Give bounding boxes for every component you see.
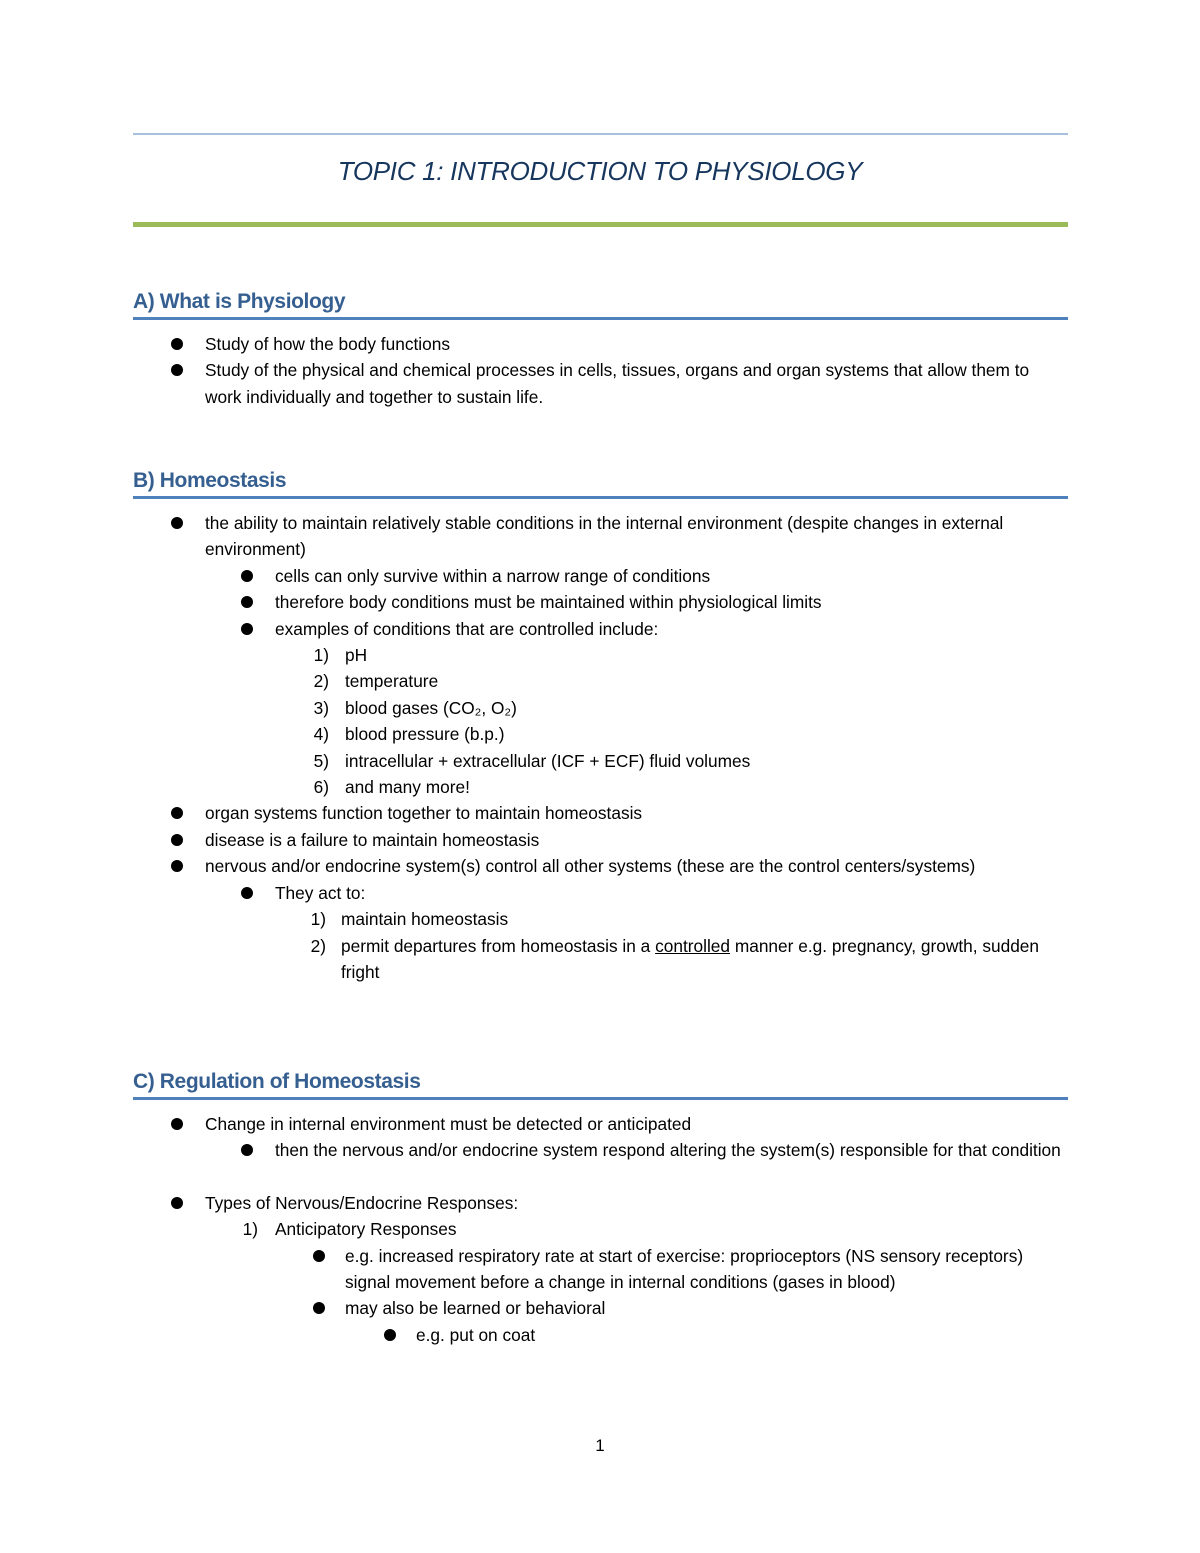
- list-item: then the nervous and/or endocrine system respond altering the system(s) responsible for that condition: [133, 1137, 1068, 1163]
- numbered-item: 1) Anticipatory Responses: [242, 1219, 457, 1240]
- bullet-icon: [171, 807, 183, 819]
- bullet-icon: [171, 364, 183, 376]
- section-b-heading: B) Homeostasis: [133, 468, 1068, 499]
- numbered-item: 6) and many more!: [313, 777, 470, 798]
- numbered-item: 2) permit departures from homeostasis in a controlled manner e.g. pregnancy, growth, sudden fright: [310, 935, 1040, 982]
- bullet-icon: [241, 887, 253, 899]
- title-underline: [133, 222, 1068, 227]
- numbered-item: 1) maintain homeostasis: [310, 909, 509, 930]
- list-item: disease is a failure to maintain homeostasis: [133, 827, 1068, 853]
- list-item: Study of how the body functions: [133, 331, 1068, 357]
- section-c-heading: C) Regulation of Homeostasis: [133, 1069, 1068, 1100]
- bullet-icon: [313, 1302, 325, 1314]
- list-item: examples of conditions that are controlled include:: [133, 616, 1068, 642]
- numbered-item: 3) blood gases (CO₂, O₂): [313, 697, 517, 718]
- list-item: may also be learned or behavioral: [133, 1295, 1068, 1321]
- numbered-item: 2) temperature: [313, 671, 439, 692]
- top-rule: [133, 133, 1068, 135]
- controlled-underlined: controlled: [655, 935, 731, 956]
- bullet-icon: [171, 338, 183, 350]
- bullet-icon: [171, 517, 183, 529]
- list-item: They act to:: [133, 880, 1068, 906]
- section-b: [133, 468, 1068, 985]
- list-item: therefore body conditions must be maintained within physiological limits: [133, 589, 1068, 615]
- bullet-icon: [241, 623, 253, 635]
- list-item: Change in internal environment must be detected or anticipated: [133, 1111, 1068, 1137]
- list-item: organ systems function together to maintain homeostasis: [133, 800, 1068, 826]
- bullet-icon: [171, 1118, 183, 1130]
- page-number: 1: [595, 1436, 605, 1455]
- list-item: nervous and/or endocrine system(s) control all other systems (these are the control centers/systems): [133, 853, 1068, 879]
- section-c-list: [133, 1111, 1068, 1348]
- bullet-icon: [384, 1329, 396, 1341]
- numbered-item: 5) intracellular + extracellular (ICF + ECF) fluid volumes: [313, 750, 751, 771]
- list-item: e.g. put on coat: [133, 1322, 1068, 1348]
- bullet-icon: [241, 1144, 253, 1156]
- numbered-item: 4) blood pressure (b.p.): [313, 724, 505, 745]
- section-c: [133, 1069, 1068, 1348]
- section-b-list: [133, 510, 1068, 985]
- list-item: e.g. increased respiratory rate at start of exercise: proprioceptors (NS sensory receptors) signal movement before a change in internal conditions (gases in blood): [133, 1243, 1068, 1296]
- bullet-icon: [313, 1250, 325, 1262]
- page-title: TOPIC 1: INTRODUCTION TO PHYSIOLOGY: [337, 156, 863, 186]
- bullet-icon: [171, 1197, 183, 1209]
- numbered-item: 1) pH: [313, 645, 368, 666]
- bullet-icon: [241, 570, 253, 582]
- section-a-heading: A) What is Physiology: [133, 289, 1068, 320]
- section-a: [133, 289, 1068, 410]
- section-a-list: [133, 331, 1068, 410]
- list-item: the ability to maintain relatively stable conditions in the internal environment (despite changes in external environment): [133, 510, 1068, 563]
- list-item: Study of the physical and chemical processes in cells, tissues, organs and organ systems that allow them to work individually and together to sustain life.: [133, 357, 1068, 410]
- bullet-icon: [171, 860, 183, 872]
- bullet-icon: [241, 596, 253, 608]
- list-item: cells can only survive within a narrow range of conditions: [133, 563, 1068, 589]
- bullet-icon: [171, 834, 183, 846]
- spacer: [133, 1164, 1068, 1190]
- list-item: Types of Nervous/Endocrine Responses:: [133, 1190, 1068, 1216]
